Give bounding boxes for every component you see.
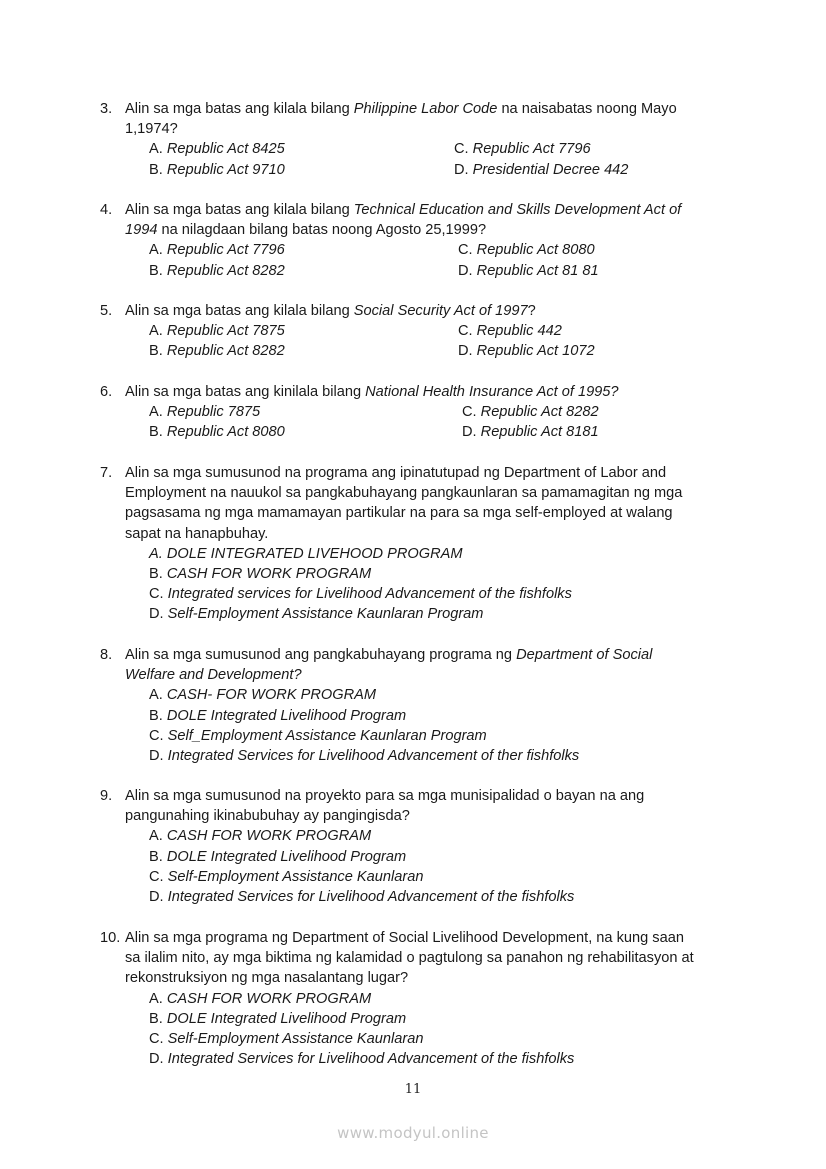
- question-item: [100, 463, 740, 625]
- option-label: A.: [149, 828, 163, 845]
- page-number: 11: [404, 1082, 422, 1097]
- option-text: Republic 442: [476, 323, 562, 340]
- question-stem-line: [100, 301, 740, 321]
- option-text: DOLE Integrated Livelihood Program: [166, 1010, 407, 1027]
- emphasized-text: Technical Education and Skills Development Act of: [353, 202, 682, 218]
- option-label: C.: [149, 1030, 164, 1047]
- question-stem-line: [100, 928, 740, 948]
- option-label: B.: [149, 1010, 163, 1027]
- answer-option: [149, 240, 285, 260]
- option-text: Integrated Services for Livelihood Advancement of ther fishfolks: [167, 747, 580, 764]
- answer-option: [149, 1029, 423, 1049]
- option-label: D.: [149, 606, 164, 623]
- option-text: Republic Act 1072: [476, 343, 595, 360]
- question-stem-line: [100, 463, 740, 483]
- emphasized-text: Social Security Act of 1997: [353, 303, 528, 319]
- option-text: Republic Act 8080: [476, 242, 595, 259]
- options-row: [100, 746, 740, 766]
- answer-option: [149, 887, 574, 907]
- options-row: [100, 989, 740, 1009]
- option-label: A.: [149, 990, 163, 1007]
- option-text: Presidential Decree 442: [472, 161, 629, 178]
- stem-text: na naisabatas noong Mayo: [497, 101, 677, 117]
- option-label: A.: [149, 545, 163, 562]
- question-item: [100, 301, 740, 362]
- answer-option: [149, 706, 406, 726]
- option-text: Self-Employment Assistance Kaunlaran Program: [167, 606, 484, 623]
- option-label: C.: [454, 141, 469, 158]
- question-stem-line: [100, 665, 740, 685]
- option-label: A.: [149, 687, 163, 704]
- question-stem: [125, 948, 694, 968]
- option-text: Republic Act 8282: [166, 343, 285, 360]
- options-row: [100, 564, 740, 584]
- answer-option: [149, 746, 579, 766]
- option-text: Republic Act 9710: [166, 161, 285, 178]
- options-row: [100, 1029, 740, 1049]
- question-stem: [125, 220, 486, 240]
- question-number: 4.: [100, 202, 113, 218]
- option-text: Republic Act 8425: [166, 141, 285, 158]
- option-label: D.: [149, 888, 164, 905]
- option-label: D.: [458, 343, 473, 360]
- question-item: [100, 645, 740, 766]
- stem-text: Alin sa mga sumusunod ang pangkabuhayang programa ng: [125, 647, 517, 663]
- answer-option: [149, 261, 285, 281]
- answer-option: [149, 564, 371, 584]
- answer-option: [149, 1009, 406, 1029]
- question-stem-line: [100, 220, 740, 240]
- answer-option: [149, 321, 285, 341]
- answer-option: [149, 604, 483, 624]
- answer-option: [149, 826, 371, 846]
- question-number: 7.: [100, 465, 113, 481]
- question-number: 6.: [100, 384, 113, 400]
- option-label: C.: [458, 323, 473, 340]
- options-row: [100, 706, 740, 726]
- answer-option: [149, 160, 285, 180]
- emphasized-text: National Health Insurance Act of 1995?: [365, 384, 619, 400]
- option-label: D.: [462, 424, 477, 441]
- option-text: DOLE Integrated Livelihood Program: [166, 848, 407, 865]
- question-stem-line: [100, 382, 740, 402]
- question-stem-line: [100, 786, 740, 806]
- option-label: A.: [149, 242, 163, 259]
- option-text: Republic 7875: [166, 404, 261, 421]
- question-stem: [125, 968, 408, 988]
- answer-option: [149, 685, 376, 705]
- question-number: 8.: [100, 647, 113, 663]
- option-text: Republic Act 8080: [166, 424, 285, 441]
- options-row: [100, 1049, 740, 1069]
- watermark: www.modyul.online: [337, 1124, 489, 1142]
- option-text: Integrated Services for Livelihood Advancement of the fishfolks: [167, 888, 575, 905]
- option-label: D.: [149, 1051, 164, 1068]
- options-row: [100, 584, 740, 604]
- stem-text: ?: [527, 303, 536, 319]
- stem-text: Alin sa mga batas ang kilala bilang: [125, 303, 354, 319]
- option-text: Integrated Services for Livelihood Advancement of the fishfolks: [167, 1051, 575, 1068]
- option-label: B.: [149, 343, 163, 360]
- emphasized-text: 1994: [125, 222, 158, 239]
- stem-text: sapat na hanapbuhay.: [125, 525, 269, 542]
- question-stem: [125, 806, 410, 826]
- options-row: [100, 139, 740, 159]
- question-item: [100, 99, 740, 180]
- stem-text: Alin sa mga sumusunod na proyekto para sa mga munisipalidad o bayan na ang: [125, 788, 645, 804]
- stem-text: 1,1974?: [125, 121, 178, 138]
- answer-option: [149, 867, 423, 887]
- option-text: Self_Employment Assistance Kaunlaran Program: [167, 727, 487, 744]
- answer-option: [454, 139, 591, 159]
- stem-text: Alin sa mga programa ng Department of Social Livelihood Development, na kung saan: [125, 930, 684, 946]
- option-text: Republic Act 7796: [472, 141, 591, 158]
- option-label: A.: [149, 141, 163, 158]
- question-stem: [125, 786, 644, 806]
- question-stem: [125, 928, 684, 948]
- option-label: B.: [149, 424, 163, 441]
- stem-text: Alin sa mga batas ang kilala bilang: [125, 202, 354, 218]
- answer-option: [458, 321, 562, 341]
- option-label: B.: [149, 565, 163, 582]
- question-stem: [125, 99, 677, 119]
- answer-option: [149, 726, 487, 746]
- option-text: Republic Act 8181: [480, 424, 599, 441]
- options-row: [100, 1009, 740, 1029]
- question-stem-line: [100, 99, 740, 119]
- question-stem: [125, 483, 682, 503]
- option-label: C.: [458, 242, 473, 259]
- answer-option: [149, 422, 285, 442]
- question-stem-line: [100, 483, 740, 503]
- question-stem: [125, 503, 673, 523]
- answer-option: [458, 341, 595, 361]
- question-item: [100, 382, 740, 443]
- option-text: Republic Act 7796: [166, 242, 285, 259]
- question-stem-line: [100, 503, 740, 523]
- options-row: [100, 160, 740, 180]
- answer-option: [458, 261, 599, 281]
- option-label: B.: [149, 262, 163, 279]
- stem-text: Alin sa mga sumusunod na programa ang ipinatutupad ng Department of Labor and: [125, 465, 667, 481]
- question-item: [100, 200, 740, 281]
- option-label: C.: [462, 404, 477, 421]
- question-stem: [125, 463, 666, 483]
- option-text: CASH FOR WORK PROGRAM: [166, 990, 372, 1007]
- emphasized-text: Welfare and Development?: [125, 667, 302, 684]
- options-row: [100, 847, 740, 867]
- option-label: D.: [454, 161, 469, 178]
- option-text: CASH FOR WORK PROGRAM: [166, 828, 372, 845]
- answer-option: [149, 989, 371, 1009]
- answer-option: [149, 584, 572, 604]
- stem-text: na nilagdaan bilang batas noong Agosto 25,1999?: [157, 222, 487, 239]
- options-row: [100, 240, 740, 260]
- question-stem-line: [100, 645, 740, 665]
- answer-option: [458, 240, 595, 260]
- options-row: [100, 887, 740, 907]
- question-stem-line: [100, 200, 740, 220]
- question-item: [100, 928, 740, 1069]
- option-label: D.: [149, 747, 164, 764]
- option-text: Republic Act 8282: [480, 404, 599, 421]
- options-row: [100, 685, 740, 705]
- option-label: A.: [149, 404, 163, 421]
- question-number: 10.: [100, 930, 121, 946]
- question-stem-line: [100, 968, 740, 988]
- emphasized-text: Department of Social: [516, 647, 653, 663]
- option-text: Republic Act 8282: [166, 262, 285, 279]
- option-text: Republic Act 7875: [166, 323, 285, 340]
- stem-text: pangunahing ikinabubuhay ay pangingisda?: [125, 808, 410, 825]
- stem-text: Alin sa mga batas ang kilala bilang: [125, 101, 354, 117]
- option-label: C.: [149, 868, 164, 885]
- options-row: [100, 826, 740, 846]
- option-text: Self-Employment Assistance Kaunlaran: [167, 868, 424, 885]
- option-label: C.: [149, 586, 164, 603]
- stem-text: Alin sa mga batas ang kinilala bilang: [125, 384, 366, 400]
- options-row: [100, 261, 740, 281]
- question-item: [100, 786, 740, 907]
- question-stem: [125, 524, 268, 544]
- option-text: Integrated services for Livelihood Advancement of the fishfolks: [167, 586, 572, 603]
- option-label: B.: [149, 848, 163, 865]
- answer-option: [149, 402, 260, 422]
- question-stem: [125, 200, 681, 220]
- options-row: [100, 402, 740, 422]
- question-stem: [125, 119, 178, 139]
- stem-text: sa ilalim nito, ay mga biktima ng kalamidad o pagtulong sa panahon ng rehabilitasyon at: [125, 950, 694, 967]
- answer-option: [149, 1049, 574, 1069]
- options-row: [100, 544, 740, 564]
- option-text: Republic Act 81 81: [476, 262, 599, 279]
- options-row: [100, 604, 740, 624]
- emphasized-text: Philippine Labor Code: [353, 101, 498, 117]
- question-stem-line: [100, 119, 740, 139]
- option-label: D.: [458, 262, 473, 279]
- question-stem-line: [100, 806, 740, 826]
- answer-option: [149, 544, 463, 564]
- options-row: [100, 422, 740, 442]
- question-stem: [125, 665, 302, 685]
- stem-text: Employment na nauukol sa pangkabuhayang pangkaunlaran sa pamamagitan ng mga: [125, 485, 683, 502]
- question-number: 9.: [100, 788, 113, 804]
- option-label: A.: [149, 323, 163, 340]
- question-stem: [125, 645, 652, 665]
- option-text: DOLE INTEGRATED LIVEHOOD PROGRAM: [166, 545, 463, 562]
- option-label: C.: [149, 727, 164, 744]
- option-label: B.: [149, 161, 163, 178]
- option-text: CASH- FOR WORK PROGRAM: [166, 687, 377, 704]
- stem-text: rekonstruksiyon ng mga nasalantang lugar?: [125, 970, 409, 987]
- question-number: 5.: [100, 303, 113, 319]
- question-stem: [125, 301, 536, 321]
- question-number: 3.: [100, 101, 113, 117]
- question-stem: [125, 382, 619, 402]
- option-text: Self-Employment Assistance Kaunlaran: [167, 1030, 424, 1047]
- answer-option: [462, 422, 599, 442]
- answer-option: [454, 160, 628, 180]
- answer-option: [149, 341, 285, 361]
- option-text: CASH FOR WORK PROGRAM: [166, 565, 372, 582]
- question-stem-line: [100, 524, 740, 544]
- options-row: [100, 726, 740, 746]
- option-text: DOLE Integrated Livelihood Program: [166, 707, 407, 724]
- question-stem-line: [100, 948, 740, 968]
- options-row: [100, 867, 740, 887]
- stem-text: pagsasama ng mga mamamayan partikular na para sa mga self-employed at walang: [125, 505, 673, 522]
- answer-option: [149, 139, 285, 159]
- options-row: [100, 341, 740, 361]
- answer-option: [462, 402, 599, 422]
- options-row: [100, 321, 740, 341]
- answer-option: [149, 847, 406, 867]
- option-label: B.: [149, 707, 163, 724]
